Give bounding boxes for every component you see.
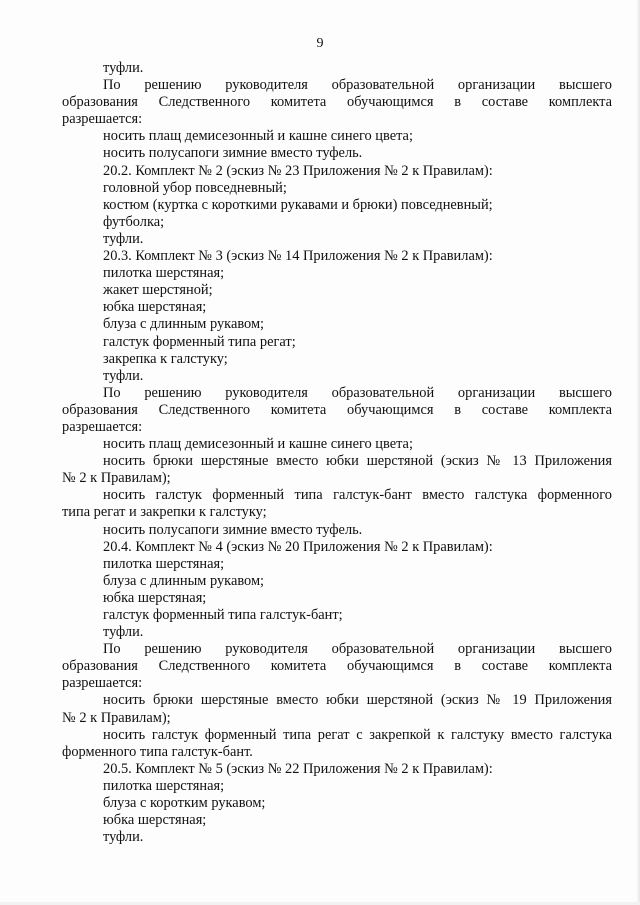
text-line: галстук форменный типа галстук-бант; <box>103 607 343 623</box>
text-line: туфли. <box>103 60 144 76</box>
text-line: носить плащ демисезонный и кашне синего цвета; <box>103 436 413 453</box>
text-line: № 2 к Правилам); <box>62 470 171 487</box>
section-heading: 20.5. Комплект № 5 (эскиз № 22 Приложения № 2 к Правилам): <box>103 760 493 777</box>
text-line: По решению руководителя образовательной организации высшего <box>103 384 612 401</box>
text-line: галстук форменный типа регат; <box>103 333 296 350</box>
text-line: разрешается: <box>62 418 143 435</box>
text-line: № 2 к Правилам); <box>62 709 171 726</box>
text-line: пилотка шерстяная; <box>103 265 225 282</box>
text-line: туфли. <box>103 367 144 384</box>
text-line: туфли. <box>103 624 144 641</box>
text-line: По решению руководителя образовательной организации высшего <box>103 641 612 658</box>
text-line: носить полусапоги зимние вместо туфель. <box>103 145 363 162</box>
text-line: юбка шерстяная; <box>103 299 207 316</box>
text-line: пилотка шерстяная; <box>103 777 225 794</box>
text-line: разрешается: <box>62 111 143 128</box>
text-line: блуза с коротким рукавом; <box>103 795 266 812</box>
page-number: 9 <box>316 36 324 51</box>
text-line: форменного типа галстук-бант. <box>62 743 253 760</box>
text-line: головной убор повседневный; <box>103 179 287 196</box>
text-line: футболка; <box>103 213 165 230</box>
text-line: носить плащ демисезонный и кашне синего цвета; <box>103 128 413 145</box>
text-line: блуза с длинным рукавом; <box>103 316 265 333</box>
section-heading: 20.3. Комплект № 3 (эскиз № 14 Приложения № 2 к Правилам): <box>103 248 493 265</box>
text-line: жакет шерстяной; <box>103 282 213 299</box>
text-line: блуза с длинным рукавом; <box>103 572 265 589</box>
text-line: туфли. <box>103 829 144 846</box>
text-line: юбка шерстяная; <box>103 589 207 606</box>
text-line: туфли. <box>103 230 144 247</box>
text-line: носить брюки шерстяные вместо юбки шерстяной (эскиз № 19 Приложения <box>103 692 612 709</box>
text-line: образования Следственного комитета обучающимся в составе комплекта <box>62 401 612 418</box>
text-line: костюм (куртка с короткими рукавами и брюки) повседневный; <box>103 196 493 213</box>
text-line: носить галстук форменный типа регат с закрепкой к галстуку вместо галстука <box>103 726 612 743</box>
text-line: юбка шерстяная; <box>103 812 207 829</box>
text-line: пилотка шерстяная; <box>103 555 225 572</box>
text-line: образования Следственного комитета обучающимся в составе комплекта <box>62 94 612 111</box>
text-line: разрешается: <box>62 675 143 692</box>
text-line: носить полусапоги зимние вместо туфель. <box>103 521 363 538</box>
text-line: закрепка к галстуку; <box>103 350 228 367</box>
text-line: носить брюки шерстяные вместо юбки шерстяной (эскиз № 13 Приложения <box>103 453 612 470</box>
text-line: носить галстук форменный типа галстук-бант вместо галстука форменного <box>103 487 612 504</box>
text-line: По решению руководителя образовательной организации высшего <box>103 77 612 94</box>
text-line: образования Следственного комитета обучающимся в составе комплекта <box>62 658 612 675</box>
section-heading: 20.4. Комплект № 4 (эскиз № 20 Приложения № 2 к Правилам): <box>103 538 493 555</box>
document-body <box>62 60 612 846</box>
text-line: типа регат и закрепки к галстуку; <box>62 504 267 521</box>
section-heading: 20.2. Комплект № 2 (эскиз № 23 Приложения № 2 к Правилам): <box>103 162 493 179</box>
